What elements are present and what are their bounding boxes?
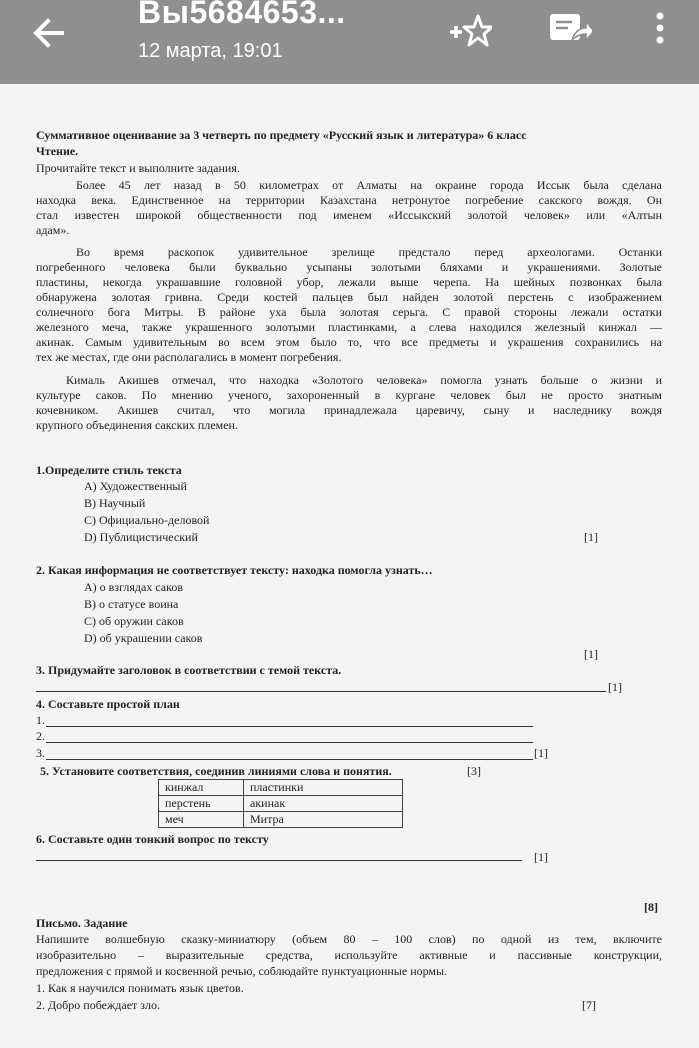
p1-line: адам».: [36, 223, 70, 237]
app-bar: [0, 0, 699, 84]
q3-score: [1]: [608, 680, 622, 694]
q6-question: 6. Составьте один тонкий вопрос по тексту: [36, 832, 269, 846]
q2-option: A) о взглядах саков: [84, 580, 184, 594]
q2-option: B) о статусе воина: [84, 597, 179, 611]
table-cell: кинжал: [159, 780, 244, 796]
p2-line: обнаружена золотая гривна. Среди костей пальцев был найден золотой перстень с изображением: [36, 290, 662, 304]
p2-line: тех же местах, где они располагались в момент погребения.: [36, 350, 342, 364]
q2-option: C) об оружии саков: [84, 614, 184, 628]
table-cell: акинак: [244, 796, 403, 812]
reply-forward-icon[interactable]: [548, 10, 592, 50]
q2-question: 2. Какая информация не соответствует тексту: находка помогла узнать…: [36, 563, 433, 577]
p1-line: стал известен широкой общественности под именем «Иссыкский золотой человек» или «Алтын: [36, 208, 662, 222]
writing-text-line: предложения с прямой и косвенной речью, соблюдайте пунктуационные нормы.: [36, 964, 448, 978]
table-cell: пластинки: [244, 780, 403, 796]
q1-option: C) Официально-деловой: [84, 513, 210, 527]
p1-line: Более 45 лет назад в 50 километрах от Алматы на окраине города Иссык была сделана: [76, 178, 662, 192]
attachment-document: [0, 84, 699, 1048]
matching-table: [158, 779, 403, 828]
p3-line: крупного объединения сакских племен.: [36, 418, 238, 432]
q1-option: D) Публицистический: [84, 530, 198, 544]
p2-line: пластины, некогда украшавшие головной убор, лежали выше черепа. На шейных позвонках была: [36, 275, 662, 289]
writing-topic: 1. Как я научился понимать язык цветов.: [36, 981, 244, 995]
p1-line: находка века. Единственное на территории Казахстана нетронутое погребение сакского вождя. Он: [36, 193, 662, 207]
p2-line: железного меча, также украшенного золотыми пластинками, а слева находился железный кинжал —: [36, 320, 662, 334]
p3-line: кочевником. Акишев считал, что могила принадлежала царевичу, сыну и наследнику вождя: [36, 403, 662, 417]
p2-line: погребенного человека были буквально усыпаны золотыми бляхами и украшениями. Золотые: [36, 260, 662, 274]
section-reading: Чтение.: [36, 144, 79, 158]
q4-answer-line: [46, 759, 533, 760]
q3-question: 3. Придумайте заголовок в соответствии с темой текста.: [36, 663, 342, 677]
table-row: [159, 812, 403, 828]
writing-topic: 2. Добро побеждает зло.: [36, 998, 161, 1012]
back-arrow-icon[interactable]: [28, 12, 70, 54]
table-row: [159, 796, 403, 812]
q4-answer-line: [46, 742, 533, 743]
writing-title: Письмо. Задание: [36, 916, 128, 930]
more-vert-icon[interactable]: [648, 10, 672, 50]
q4-line-number: 1.: [36, 713, 45, 727]
p3-line: культуре саков. По мнению ученого, захороненный в кургане человек был не просто знатным: [36, 388, 662, 402]
q1-question: 1.Определите стиль текста: [36, 463, 182, 477]
add-star-icon[interactable]: [448, 10, 492, 50]
q4-question: 4. Составьте простой план: [36, 697, 180, 711]
p2-line: солнечного бога Митры. В районе уха была золотая серьга. С правой стороны лежали остатки: [36, 305, 662, 319]
q1-score: [1]: [584, 530, 598, 544]
q5-score: [3]: [467, 764, 481, 778]
table-cell: Митра: [244, 812, 403, 828]
p2-line: Во время раскопок удивительное зрелище предстало перед археологами. Останки: [76, 245, 662, 259]
message-date: 12 марта, 19:01: [138, 40, 283, 62]
q3-answer-line: [36, 691, 606, 692]
q1-option: A) Художественный: [84, 479, 187, 493]
q4-answer-line: [46, 726, 533, 727]
q1-option: B) Научный: [84, 496, 146, 510]
q2-score: [1]: [584, 647, 598, 661]
writing-text-line: изобразительно – выразительные средства, используйте активные и пассивные конструкции,: [36, 948, 662, 962]
table-row: [159, 780, 403, 796]
message-title: Вы5684653...: [138, 0, 346, 30]
doc-heading: Суммативное оценивание за 3 четверть по предмету «Русский язык и литература» 6 класс: [36, 128, 527, 142]
p3-line: Кималь Акишев отмечал, что находка «Золотого человека» помогла узнать больше о жизни и: [66, 373, 662, 387]
q4-line-number: 2.: [36, 729, 45, 743]
q5-question: 5. Установите соответствия, соединив линиями слова и понятия.: [40, 764, 392, 778]
table-cell: перстень: [159, 796, 244, 812]
writing-text-line: Напишите волшебную сказку-миниатюру (объем 80 – 100 слов) по одной из тем, включите: [36, 932, 662, 946]
q2-option: D) об украшении саков: [84, 631, 203, 645]
table-cell: меч: [159, 812, 244, 828]
instruction: Прочитайте текст и выполните задания.: [36, 161, 240, 175]
q6-score: [1]: [534, 850, 548, 864]
reading-total-score: [8]: [644, 900, 658, 914]
q4-score: [1]: [534, 746, 548, 760]
writing-score: [7]: [582, 998, 596, 1012]
q4-line-number: 3.: [36, 746, 45, 760]
q6-answer-line: [36, 860, 522, 861]
p2-line: акинак. Самым удивительным во всем этом было то, что все предметы и украшения сохранились на: [36, 335, 662, 349]
